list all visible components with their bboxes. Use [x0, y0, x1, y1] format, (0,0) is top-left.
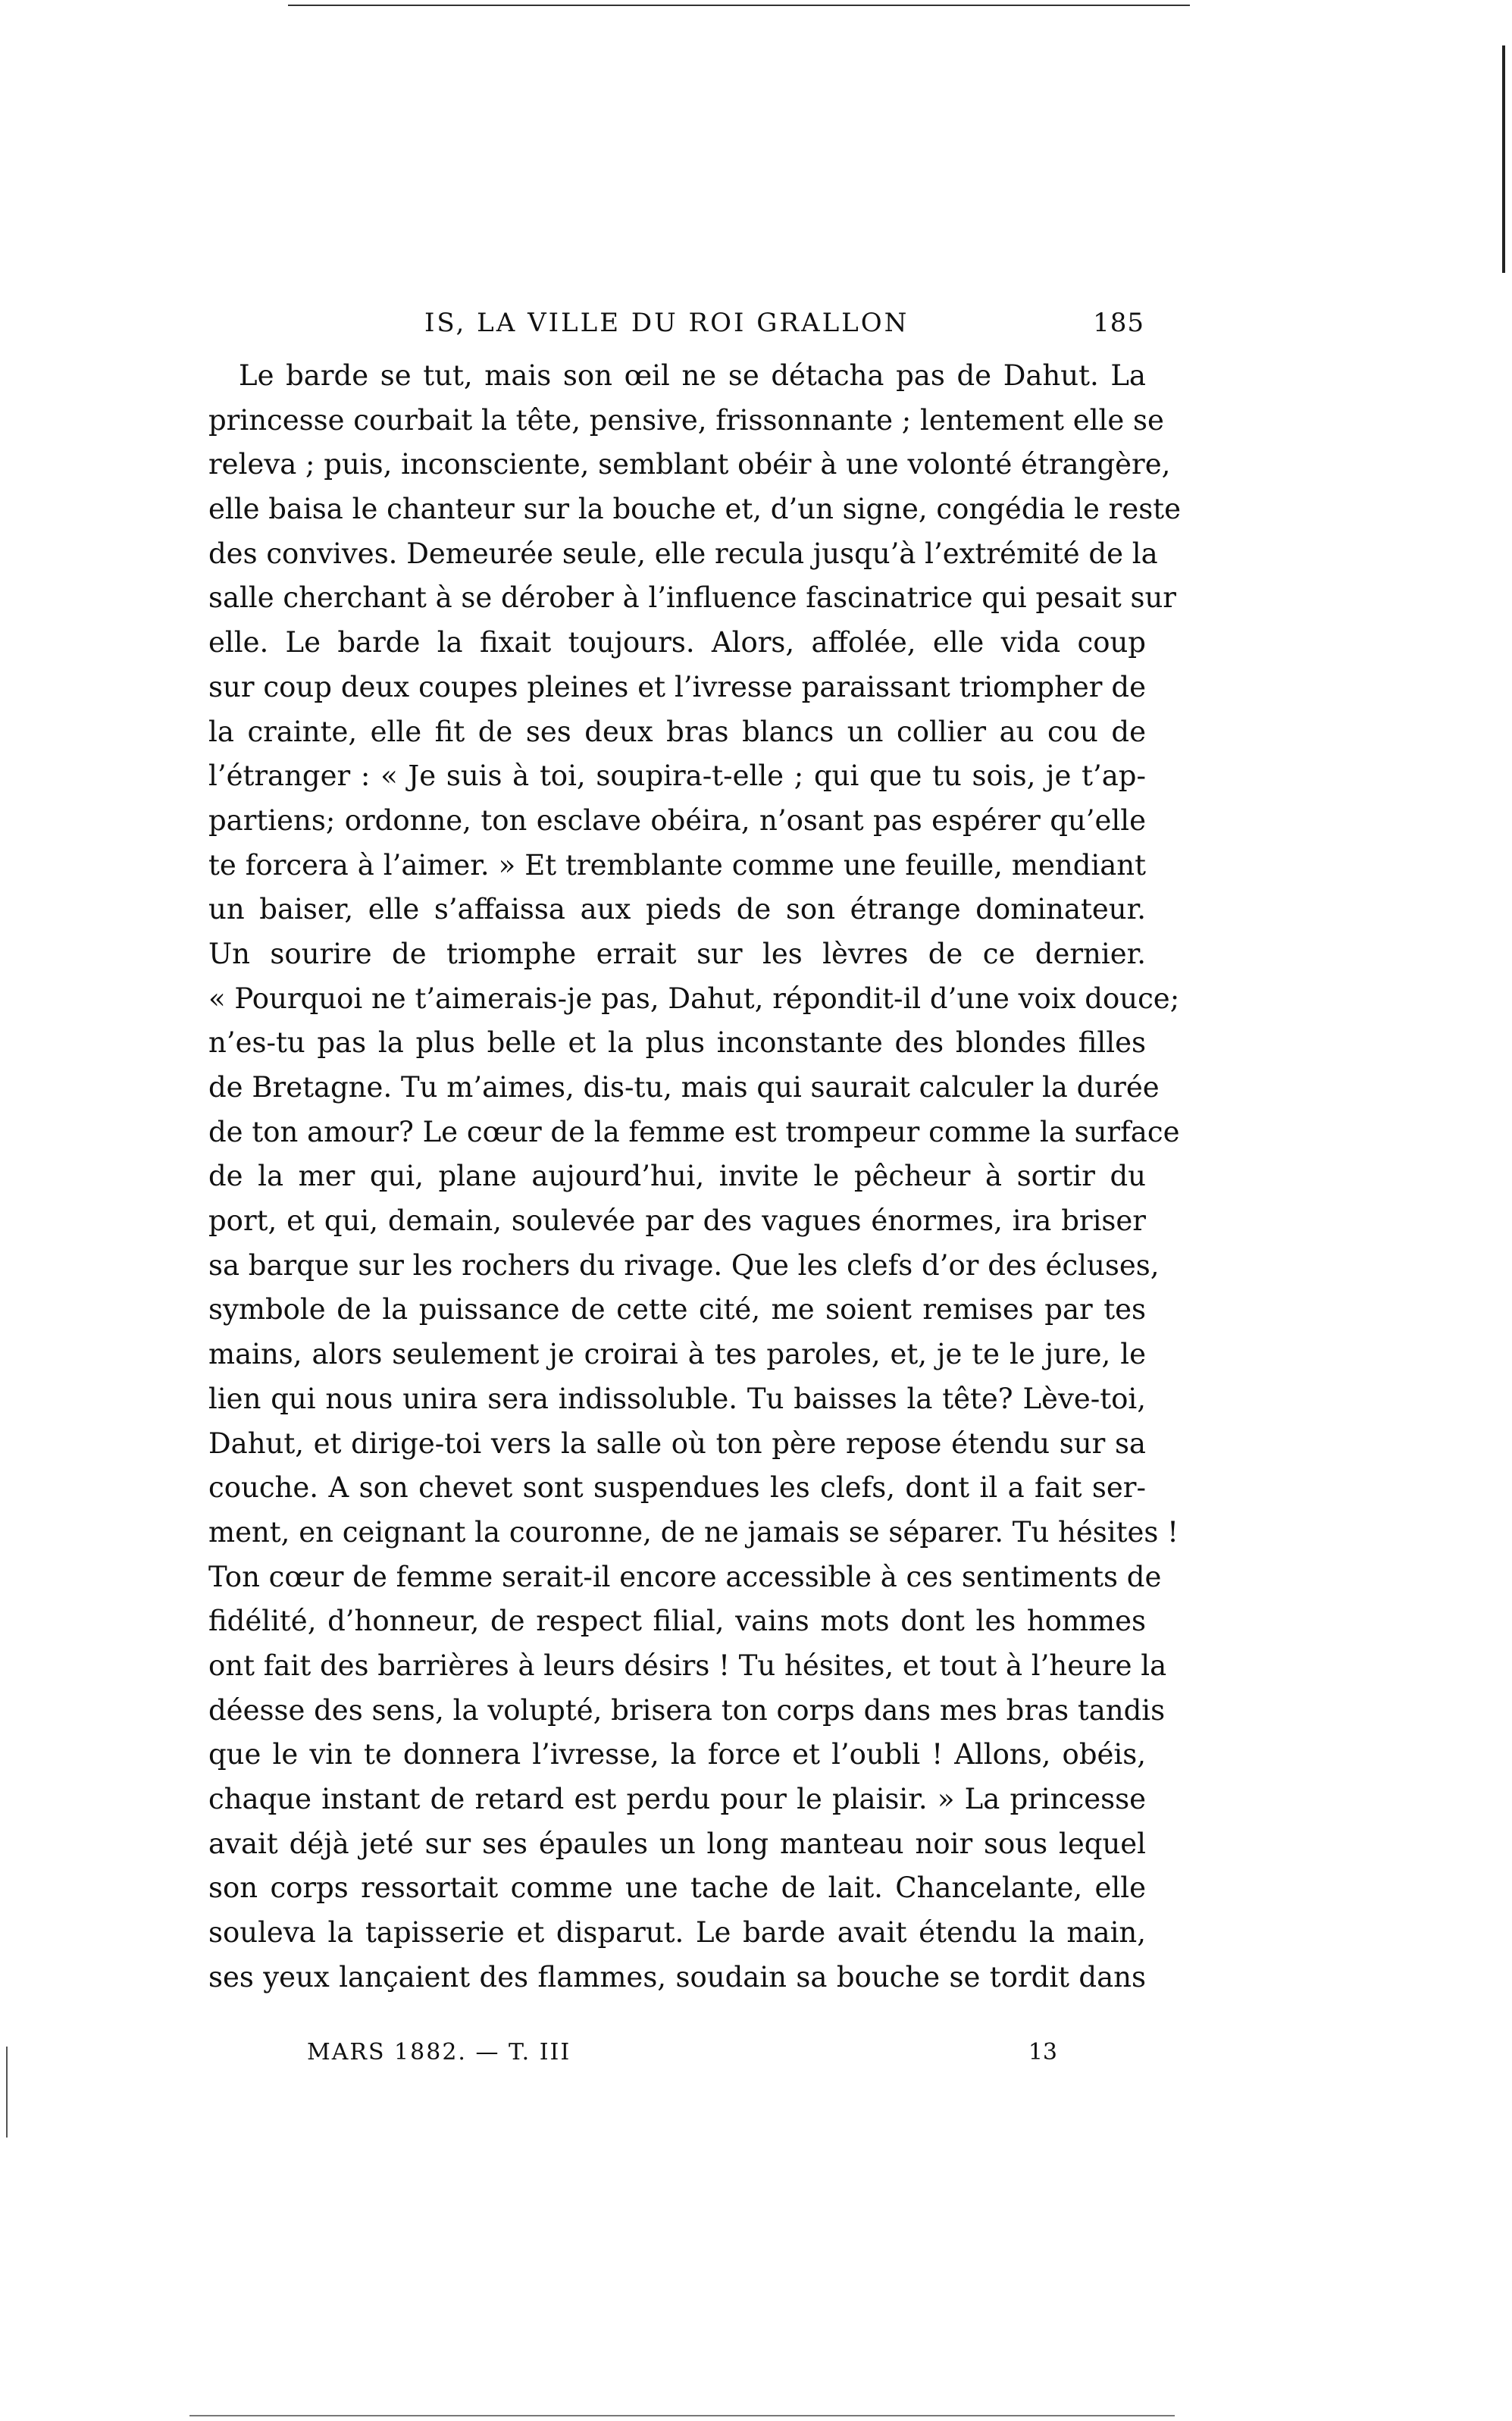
text-line: sa barque sur les rochers du rivage. Que les clefs d’or des écluses,	[208, 1248, 1160, 1282]
signature-date-volume: MARS 1882. — T. III	[307, 2039, 571, 2066]
text-line: souleva la tapisserie et disparut. Le barde avait étendu la main,	[208, 1916, 1146, 1950]
running-head	[424, 308, 1144, 346]
text-line: Un sourire de triomphe errait sur les lèvres de ce dernier.	[208, 937, 1146, 970]
text-line: ses yeux lançaient des flammes, soudain sa bouche se tordit dans	[208, 1960, 1146, 1993]
text-line: releva ; puis, inconsciente, semblant obéir à une volonté étrangère,	[208, 448, 1171, 481]
text-line: fidélité, d’honneur, de respect filial, vains mots dont les hommes	[208, 1605, 1146, 1638]
text-line: salle cherchant à se dérober à l’influence fascinatrice qui pesait sur	[208, 581, 1176, 615]
text-line: « Pourquoi ne t’aimerais-je pas, Dahut, répondit-il d’une voix douce;	[208, 982, 1180, 1015]
text-line: de ton amour? Le cœur de la femme est trompeur comme la surface	[208, 1115, 1180, 1148]
text-line: Ton cœur de femme serait-il encore accessible à ces sentiments de	[208, 1560, 1162, 1593]
scan-edge-left	[6, 2047, 8, 2138]
text-line: mains, alors seulement je croirai à tes paroles, et, je te le jure, le	[208, 1338, 1146, 1371]
text-line: Le barde se tut, mais son œil ne se détacha pas de Dahut. La	[239, 359, 1146, 392]
page-number: 185	[1093, 308, 1144, 338]
text-line: de Bretagne. Tu m’aimes, dis-tu, mais qui saurait calculer la durée	[208, 1071, 1160, 1104]
text-line: n’es-tu pas la plus belle et la plus inconstante des blondes filles	[208, 1026, 1146, 1060]
text-line: ment, en ceignant la couronne, de ne jamais se séparer. Tu hésites !	[208, 1515, 1179, 1549]
top-page-rule	[288, 5, 1190, 6]
text-line: port, et qui, demain, soulevée par des vagues énormes, ira briser	[208, 1204, 1146, 1238]
text-line: princesse courbait la tête, pensive, frissonnante ; lentement elle se	[208, 403, 1164, 437]
text-line: Dahut, et dirige-toi vers la salle où ton père repose étendu sur sa	[208, 1427, 1146, 1460]
text-line: ont fait des barrières à leurs désirs ! Tu hésites, et tout à l’heure la	[208, 1649, 1167, 1682]
text-line: que le vin te donnera l’ivresse, la force et l’oubli ! Allons, obéis,	[208, 1738, 1146, 1771]
text-line: te forcera à l’aimer. » Et tremblante comme une feuille, mendiant	[208, 848, 1146, 882]
text-line: elle baisa le chanteur sur la bouche et, d’un signe, congédia le reste	[208, 493, 1181, 526]
text-line: partiens; ordonne, ton esclave obéira, n’osant pas espérer qu’elle	[208, 803, 1146, 837]
text-line: symbole de la puissance de cette cité, me soient remises par tes	[208, 1293, 1146, 1326]
text-line: de la mer qui, plane aujourd’hui, invite le pêcheur à sortir du	[208, 1160, 1146, 1193]
text-line: l’étranger : « Je suis à toi, soupira-t-elle ; qui que tu sois, je t’ap-	[208, 759, 1146, 793]
text-line: la crainte, elle fit de ses deux bras blancs un collier au cou de	[208, 715, 1146, 748]
scan-edge-right	[1502, 45, 1505, 273]
text-line: son corps ressortait comme une tache de lait. Chancelante, elle	[208, 1871, 1146, 1905]
text-line: chaque instant de retard est perdu pour le plaisir. » La princesse	[208, 1783, 1146, 1815]
body-text	[208, 354, 1181, 2000]
signature-number: 13	[1028, 2039, 1057, 2066]
text-line: lien qui nous unira sera indissoluble. Tu baisses la tête? Lève-toi,	[208, 1382, 1146, 1415]
running-title: IS, LA VILLE DU ROI GRALLON	[424, 308, 909, 338]
text-line: des convives. Demeurée seule, elle recula jusqu’à l’extrémité de la	[208, 537, 1158, 570]
text-line: sur coup deux coupes pleines et l’ivresse paraissant triompher de	[208, 670, 1146, 703]
signature-line	[307, 2039, 1057, 2072]
bottom-page-rule	[189, 2415, 1175, 2416]
text-line: un baiser, elle s’affaissa aux pieds de son étrange dominateur.	[208, 893, 1146, 926]
text-line: elle. Le barde la fixait toujours. Alors, affolée, elle vida coup	[208, 626, 1146, 659]
text-line: déesse des sens, la volupté, brisera ton corps dans mes bras tandis	[208, 1693, 1166, 1727]
text-line: avait déjà jeté sur ses épaules un long manteau noir sous lequel	[208, 1827, 1146, 1860]
text-line: couche. A son chevet sont suspendues les clefs, dont il a fait ser-	[208, 1471, 1146, 1505]
